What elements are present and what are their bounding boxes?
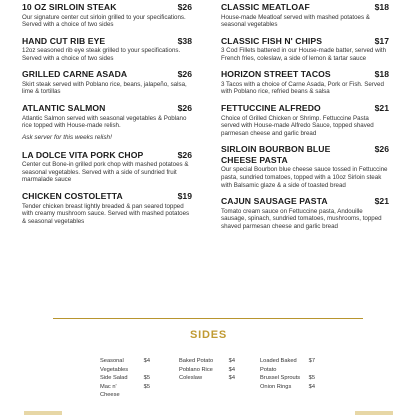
item-name: HAND CUT RIB EYE	[22, 35, 106, 46]
item-price: $19	[177, 191, 192, 202]
side-name: Coleslaw	[179, 375, 203, 382]
sides-heading: SIDES	[189, 329, 227, 341]
menu-item	[22, 69, 192, 96]
side-item	[260, 383, 315, 392]
side-item	[100, 357, 150, 374]
menu-column-left	[22, 2, 192, 232]
item-description: 3 Cod Fillets battered in our House-made batter, served with French fries, coleslaw, a side of lemon & tartar sauce	[221, 47, 387, 62]
item-description: Our signature center cut sirloin grilled to your specifications. Served with a choice of two sides	[22, 13, 186, 29]
item-price: $21	[374, 103, 389, 114]
menu-item	[221, 2, 389, 29]
section-divider	[53, 318, 363, 319]
sides-column	[100, 357, 150, 400]
item-name: CLASSIC MEATLOAF	[221, 2, 310, 12]
menu-item	[221, 103, 389, 137]
item-price: $26	[177, 149, 192, 160]
side-price: $4	[228, 366, 235, 373]
decorative-bar	[355, 411, 393, 415]
menu-item	[22, 2, 192, 29]
sides-column	[260, 357, 315, 391]
item-price: $26	[177, 2, 192, 12]
side-price: $7	[308, 358, 315, 364]
item-price: $21	[374, 196, 389, 207]
item-name: LA DOLCE VITA PORK CHOP	[22, 149, 144, 160]
sides-column	[179, 357, 235, 383]
side-price: $4	[308, 383, 315, 390]
side-item	[100, 374, 150, 383]
item-description: 12oz seasoned rib eye steak grilled to your specifications. Served with a choice of two sides	[22, 47, 181, 62]
item-price: $18	[374, 69, 389, 80]
item-name: GRILLED CARNE ASADA	[22, 69, 128, 80]
item-name: CHICKEN COSTOLETTA	[22, 191, 123, 202]
menu-item	[22, 36, 192, 63]
side-name: Side Salad	[100, 375, 128, 382]
side-name: Mac n' Cheese	[100, 383, 120, 399]
side-price: $5	[143, 383, 150, 390]
item-description: Center cut Bone-in grilled pork chop with mashed potatoes & seasonal vegetables. Served with a side of sundried fruit marmalade sauce	[22, 161, 189, 184]
side-name: Onion Rings	[260, 383, 292, 390]
side-price: $5	[308, 375, 315, 382]
item-price: $26	[177, 103, 192, 114]
item-price: $17	[374, 35, 389, 46]
menu-item	[221, 144, 389, 189]
decorative-bar	[24, 411, 62, 415]
side-item	[179, 374, 235, 383]
item-description: Our special Bourbon blue cheese sauce tossed in Fettuccine pasta, sundried tomatoes, topped with a 10oz Sirloin steak with Balsamic glaze & a side of toasted bread	[221, 166, 388, 189]
side-name: Seasonal Vegetables	[100, 358, 129, 373]
item-price: $18	[374, 2, 389, 12]
menu-column-right	[221, 2, 389, 237]
item-description: 3 Tacos with a choice of Carne Asada, Pork or Fish. Served with Poblano rice, refried beans & salsa	[221, 80, 384, 96]
side-item	[260, 357, 315, 374]
item-name: ATLANTIC SALMON	[22, 103, 106, 114]
relish-note: Ask server for this weeks relish!	[22, 133, 112, 141]
item-name: FETTUCCINE ALFREDO	[221, 103, 321, 114]
item-description: Skirt steak served with Poblano rice, beans, jalapeño, salsa, lime & tortillas	[22, 80, 187, 96]
item-name: 10 OZ SIRLOIN STEAK	[22, 2, 117, 12]
side-price: $5	[143, 375, 150, 382]
item-description: Tender chicken breast lightly breaded & pan seared topped with creamy mushroom sauce. Served with mashed potatoes & seasonal vegetables	[22, 202, 190, 225]
item-name: SIRLOIN BOURBON BLUE CHEESE PASTA	[221, 144, 331, 165]
menu-item	[22, 103, 192, 130]
side-price: $4	[143, 358, 150, 364]
side-name: Baked Potato	[179, 358, 214, 364]
side-item	[179, 366, 235, 375]
item-description: Tomato cream sauce on Fettuccine pasta, Andouille sausage, spinach, sundried tomatoes, mushrooms, topped shaved parmesan cheese and garlic bread	[221, 207, 382, 230]
side-name: Loaded Baked Potato	[260, 358, 297, 373]
menu-item	[22, 191, 192, 225]
side-name: Brussel Sprouts	[260, 375, 301, 382]
item-price: $38	[177, 35, 192, 46]
side-item	[179, 357, 235, 366]
menu-item	[221, 36, 389, 63]
item-name: HORIZON STREET TACOS	[221, 69, 331, 80]
side-item	[100, 383, 150, 400]
item-price: $26	[177, 69, 192, 80]
item-description: Choice of Grilled Chicken or Shrimp. Fettuccine Pasta served with House-made Alfredo Sauce, topped shaved parmesan cheese and garlic bread	[221, 114, 374, 137]
menu-item	[221, 69, 389, 96]
item-description: House-made Meatloaf served with mashed potatoes & seasonal vegetables	[221, 13, 370, 29]
menu-item	[221, 196, 389, 230]
menu-item	[22, 150, 192, 184]
item-price: $26	[374, 144, 389, 155]
side-item	[260, 374, 315, 383]
item-name: CLASSIC FISH N' CHIPS	[221, 35, 323, 46]
side-name: Poblano Rice	[179, 366, 213, 373]
side-price: $4	[228, 358, 235, 364]
item-description: Atlantic Salmon served with seasonal vegetables & Poblano rice topped with House-made relish.	[22, 114, 187, 130]
item-name: CAJUN SAUSAGE PASTA	[221, 196, 328, 207]
side-price: $4	[228, 375, 235, 382]
